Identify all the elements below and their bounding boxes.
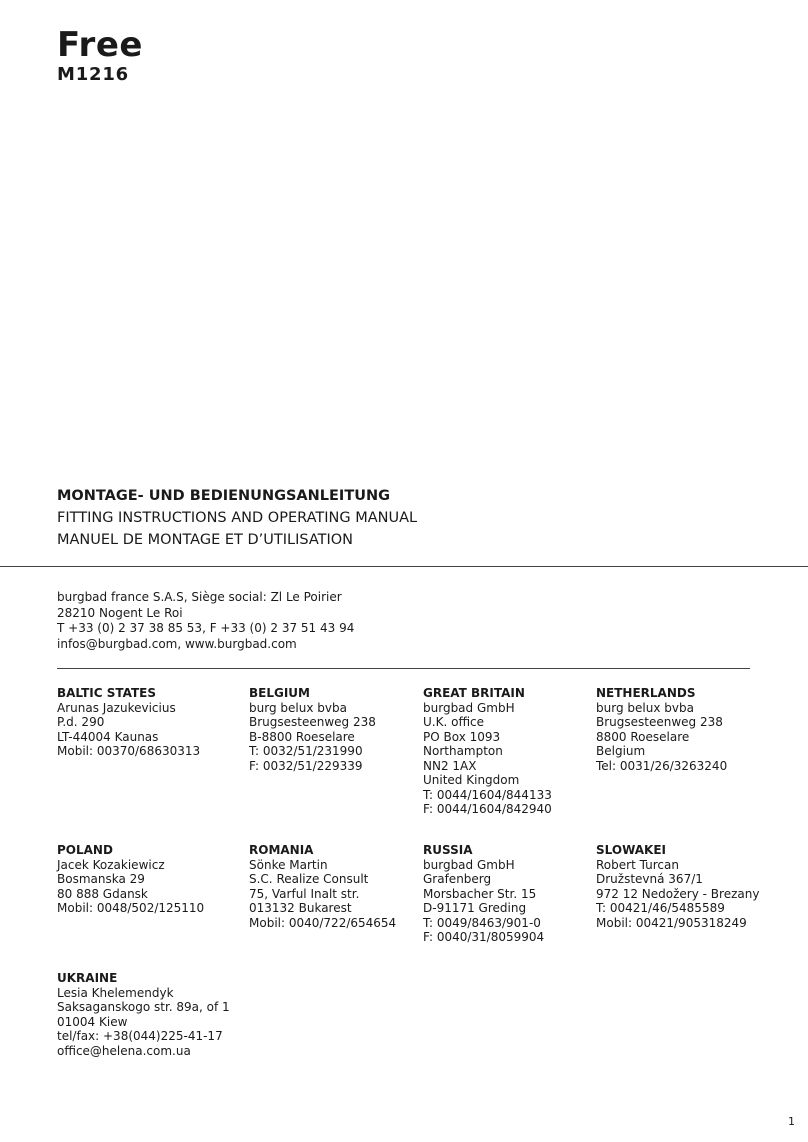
address-line: T +33 (0) 2 37 38 85 53, F +33 (0) 2 37 51 43 94	[57, 621, 355, 635]
contact-great-britain	[423, 686, 552, 817]
contact-country: RUSSIA	[423, 843, 473, 857]
page-number: 1	[788, 1115, 795, 1128]
contact-line: Tel: 0031/26/3263240	[596, 758, 728, 773]
contact-line: 013132 Bukarest	[249, 901, 352, 915]
contact-line: burg belux bvba	[249, 700, 347, 715]
contact-line: D-91171 Greding	[423, 901, 527, 915]
contact-romania	[249, 843, 396, 930]
contact-line: Brugsesteenweg 238	[249, 715, 376, 729]
contact-country: POLAND	[57, 843, 113, 857]
contact-line: LT-44004 Kaunas	[57, 729, 159, 744]
contact-line: T: 0032/51/231990	[249, 744, 363, 758]
contact-line: B-8800 Roeselare	[249, 729, 355, 744]
contact-ukraine	[57, 971, 230, 1058]
contact-line: 972 12 Nedožery - Brezany	[596, 886, 760, 901]
contact-line: Mobil: 00370/68630313	[57, 744, 201, 758]
divider-contacts	[57, 668, 750, 669]
contact-line: Saksaganskogo str. 89a, of 1	[57, 1000, 230, 1014]
contact-line: Mobil: 00421/905318249	[596, 915, 747, 930]
contact-line: Belgium	[596, 744, 646, 758]
contact-line: Bosmanska 29	[57, 872, 145, 886]
contact-country: ROMANIA	[249, 843, 314, 857]
contact-line: PO Box 1093	[423, 729, 501, 744]
contact-russia	[423, 843, 544, 945]
contact-poland	[57, 843, 204, 916]
contact-line: Jacek Kozakiewicz	[57, 857, 165, 872]
contact-country: BALTIC STATES	[57, 686, 157, 700]
contact-line: 8800 Roeselare	[596, 729, 690, 744]
document-title: Free	[57, 25, 143, 65]
contact-line: United Kingdom	[423, 773, 520, 787]
contact-line: Sönke Martin	[249, 857, 328, 872]
address-line: burgbad france S.A.S, Siège social: Zl Le Poirier	[57, 590, 342, 604]
manual-title-en: FITTING INSTRUCTIONS AND OPERATING MANUAL	[57, 510, 418, 526]
address-line: infos@burgbad.com, www.burgbad.com	[57, 636, 297, 651]
contact-line: office@helena.com.ua	[57, 1043, 191, 1058]
contact-line: NN2 1AX	[423, 758, 477, 773]
contact-line: Družstevná 367/1	[596, 872, 703, 886]
contact-line: Northampton	[423, 744, 503, 758]
contact-country: GREAT BRITAIN	[423, 686, 525, 700]
contact-line: Morsbacher Str. 15	[423, 886, 537, 901]
contact-baltic-states	[57, 686, 200, 759]
contact-line: T: 00421/46/5485589	[596, 901, 725, 915]
contact-line: burgbad GmbH	[423, 700, 515, 715]
contact-line: Lesia Khelemendyk	[57, 985, 174, 1000]
contact-line: T: 0044/1604/844133	[423, 787, 552, 802]
contact-line: T: 0049/8463/901-0	[423, 915, 541, 930]
contact-line: Mobil: 0040/722/654654	[249, 915, 397, 930]
contact-line: tel/fax: +38(044)225-41-17	[57, 1029, 223, 1043]
contact-country: UKRAINE	[57, 971, 118, 985]
contact-line: 01004 Kiew	[57, 1014, 128, 1029]
contact-belgium	[249, 686, 376, 773]
contact-slowakei	[596, 843, 759, 930]
contact-line: Brugsesteenweg 238	[596, 715, 723, 729]
headquarters-address	[57, 590, 354, 652]
contact-line: P.d. 290	[57, 715, 105, 729]
contact-line: Arunas Jazukevicius	[57, 700, 176, 715]
contact-line: Robert Turcan	[596, 857, 679, 872]
contact-line: Grafenberg	[423, 872, 492, 886]
model-number: M1216	[57, 64, 130, 85]
manual-title-de: MONTAGE- UND BEDIENUNGSANLEITUNG	[57, 488, 391, 504]
manual-titles	[57, 485, 417, 551]
manual-title-fr: MANUEL DE MONTAGE ET D’UTILISATION	[57, 532, 354, 548]
address-line: 28210 Nogent Le Roi	[57, 605, 183, 620]
contact-line: F: 0032/51/229339	[249, 758, 363, 773]
contact-line: F: 0044/1604/842940	[423, 802, 552, 816]
contact-country: BELGIUM	[249, 686, 310, 700]
contact-line: Mobil: 0048/502/125110	[57, 901, 205, 915]
contact-line: S.C. Realize Consult	[249, 872, 369, 886]
contact-country: NETHERLANDS	[596, 686, 696, 700]
contact-line: burgbad GmbH	[423, 857, 515, 872]
contact-line: F: 0040/31/8059904	[423, 930, 545, 944]
contact-netherlands	[596, 686, 727, 773]
contact-line: 80 888 Gdansk	[57, 886, 148, 901]
contact-line: 75, Varful Inalt str.	[249, 886, 360, 901]
contact-line: U.K. office	[423, 715, 485, 729]
contact-country: SLOWAKEI	[596, 843, 667, 857]
divider-full	[0, 566, 808, 567]
contact-line: burg belux bvba	[596, 700, 694, 715]
